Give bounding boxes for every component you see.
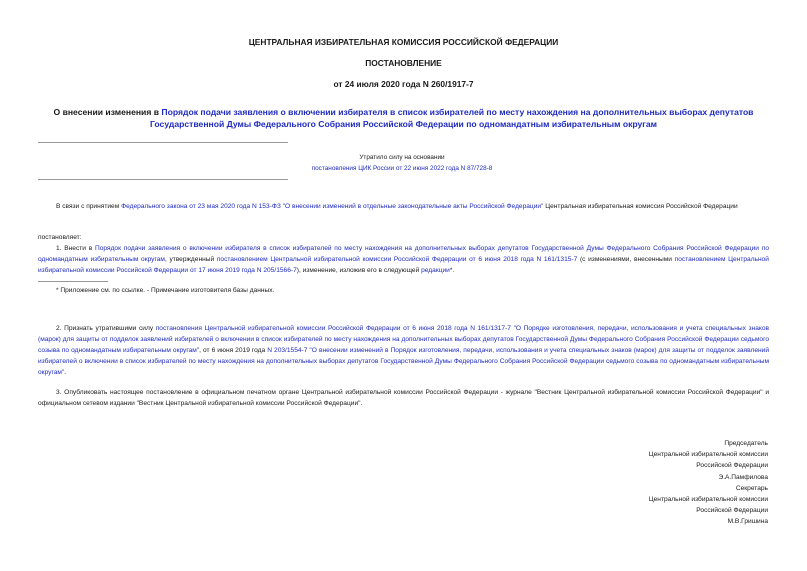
- secretary-name: М.В.Гришина: [727, 518, 768, 526]
- intro-paragraph: [38, 201, 769, 212]
- item1-mid1: , утвержденный: [164, 256, 217, 263]
- intro-suffix: Центральная избирательная комиссия Российской Федерации: [543, 203, 738, 210]
- item2-suffix: .: [64, 369, 67, 376]
- chair-title: Председатель: [724, 440, 768, 447]
- intro-prefix: В связи с принятием: [56, 203, 122, 210]
- order-link[interactable]: Порядок подачи заявления о включении избирателя в список избирателей по месту нахождения на дополнительных выборах депутатов Государственной Думы Федерального Собрания Российской Федерации по одномандатным избирательным округам: [38, 245, 769, 263]
- chair-name: Э.А.Памфилова: [718, 473, 768, 481]
- footnote: [38, 285, 769, 296]
- resolution-161-1317-link[interactable]: постановления Центральной избирательной комиссии Российской Федерации от 6 июня 2018 года N 161/1317-7 "О Порядке изготовления, передачи, использования и учета специальных знаков (марок) для защиты от подделок заявлений избирателей о включении в список избирателей по месту нахождения на дополнительных выборах депутатов Государственной Думы Федерального Собрания Российской Федерации седьмого созыва по одномандатным избирательным округам": [38, 325, 769, 354]
- item-1-paragraph: [38, 243, 769, 276]
- item1-suffix: *.: [449, 267, 455, 274]
- item2-mid: , от 6 июня 2019 года: [199, 347, 268, 354]
- chair-org-line2: Российской Федерации: [696, 462, 768, 470]
- title-prefix: О внесении изменения в: [53, 107, 162, 117]
- lost-force-note: [250, 152, 554, 174]
- item1-mid2: (с изменениями, внесенными: [577, 256, 675, 263]
- resolution-2019-link[interactable]: постановлением Центральной избирательной комиссии Российской Федерации от 17 июня 2019 года N 205/1566-7: [38, 256, 769, 274]
- item1-prefix: 1. Внести в: [56, 245, 96, 252]
- signature-block: [649, 438, 768, 528]
- title-order-link[interactable]: Порядок подачи заявления о включении избирателя в список избирателей по месту нахождения на дополнительных выборах депутатов Государственной Думы Федерального Собрания Российской Федерации по одномандатным избирательным округам: [149, 107, 754, 129]
- commission-header: ЦЕНТРАЛЬНАЯ ИЗБИРАТЕЛЬНАЯ КОМИССИЯ РОССИЙСКОЙ ФЕДЕРАЦИИ: [248, 37, 559, 47]
- lost-force-text: Утратило силу на основании: [359, 154, 445, 161]
- item2-prefix: 2. Признать утратившими силу: [56, 325, 156, 332]
- resolution-2018-link[interactable]: постановлением Центральной избирательной комиссии Российской Федерации от 6 июня 2018 года N 161/1315-7: [216, 256, 578, 263]
- secretary-title: Секретарь: [735, 484, 768, 492]
- item-2-paragraph: [38, 323, 769, 378]
- doc-type-heading: ПОСТАНОВЛЕНИЕ: [365, 58, 442, 68]
- resolution-203-1554-link[interactable]: N 203/1554-7 "О внесении изменений в Порядок изготовления, передачи, использования и учета специальных знаков (марок) для защиты от подделок заявлений избирателей о включении в список избирателей по месту нахождения на дополнительных выборах депутатов Государственной Думы Федерального Собрания Российской Федерации седьмого созыва по одномандатным избирательным округам": [38, 347, 769, 376]
- document-title: [30, 106, 777, 130]
- item1-mid3: ), изменение, изложив его в следующей: [296, 267, 422, 274]
- federal-law-link[interactable]: Федерального закона от 23 мая 2020 года N 153-ФЗ "О внесении изменений в отдельные законодательные акты Российской Федерации": [121, 203, 544, 210]
- resolves-label: постановляет:: [38, 234, 82, 241]
- footnote-divider: [38, 281, 108, 282]
- item3-text: 3. Опубликовать настоящее постановление в официальном печатном органе Центральной избирательной комиссии Российской Федерации - журнале "Вестник Центральной избирательной комиссии Российской Федерации" и официальном сетевом издании "Вестник Центральной избирательной комиссии Российской Федерации".: [38, 389, 769, 407]
- divider-bottom: [38, 179, 288, 180]
- item-3-paragraph: [38, 387, 769, 409]
- divider-top: [38, 142, 288, 143]
- secretary-org-line2: Российской Федерации: [696, 507, 768, 515]
- edition-link[interactable]: редакции: [421, 267, 450, 274]
- lost-force-link[interactable]: постановления ЦИК России от 22 июня 2022 года N 87/728-8: [311, 165, 493, 172]
- chair-org-line1: Центральной избирательной комиссии: [648, 451, 768, 459]
- date-number-line: от 24 июля 2020 года N 260/1917-7: [333, 79, 474, 89]
- secretary-org-line1: Центральной избирательной комиссии: [648, 496, 768, 504]
- footnote-text: * Приложение см. по ссылке. - Примечание изготовителя базы данных.: [56, 287, 275, 294]
